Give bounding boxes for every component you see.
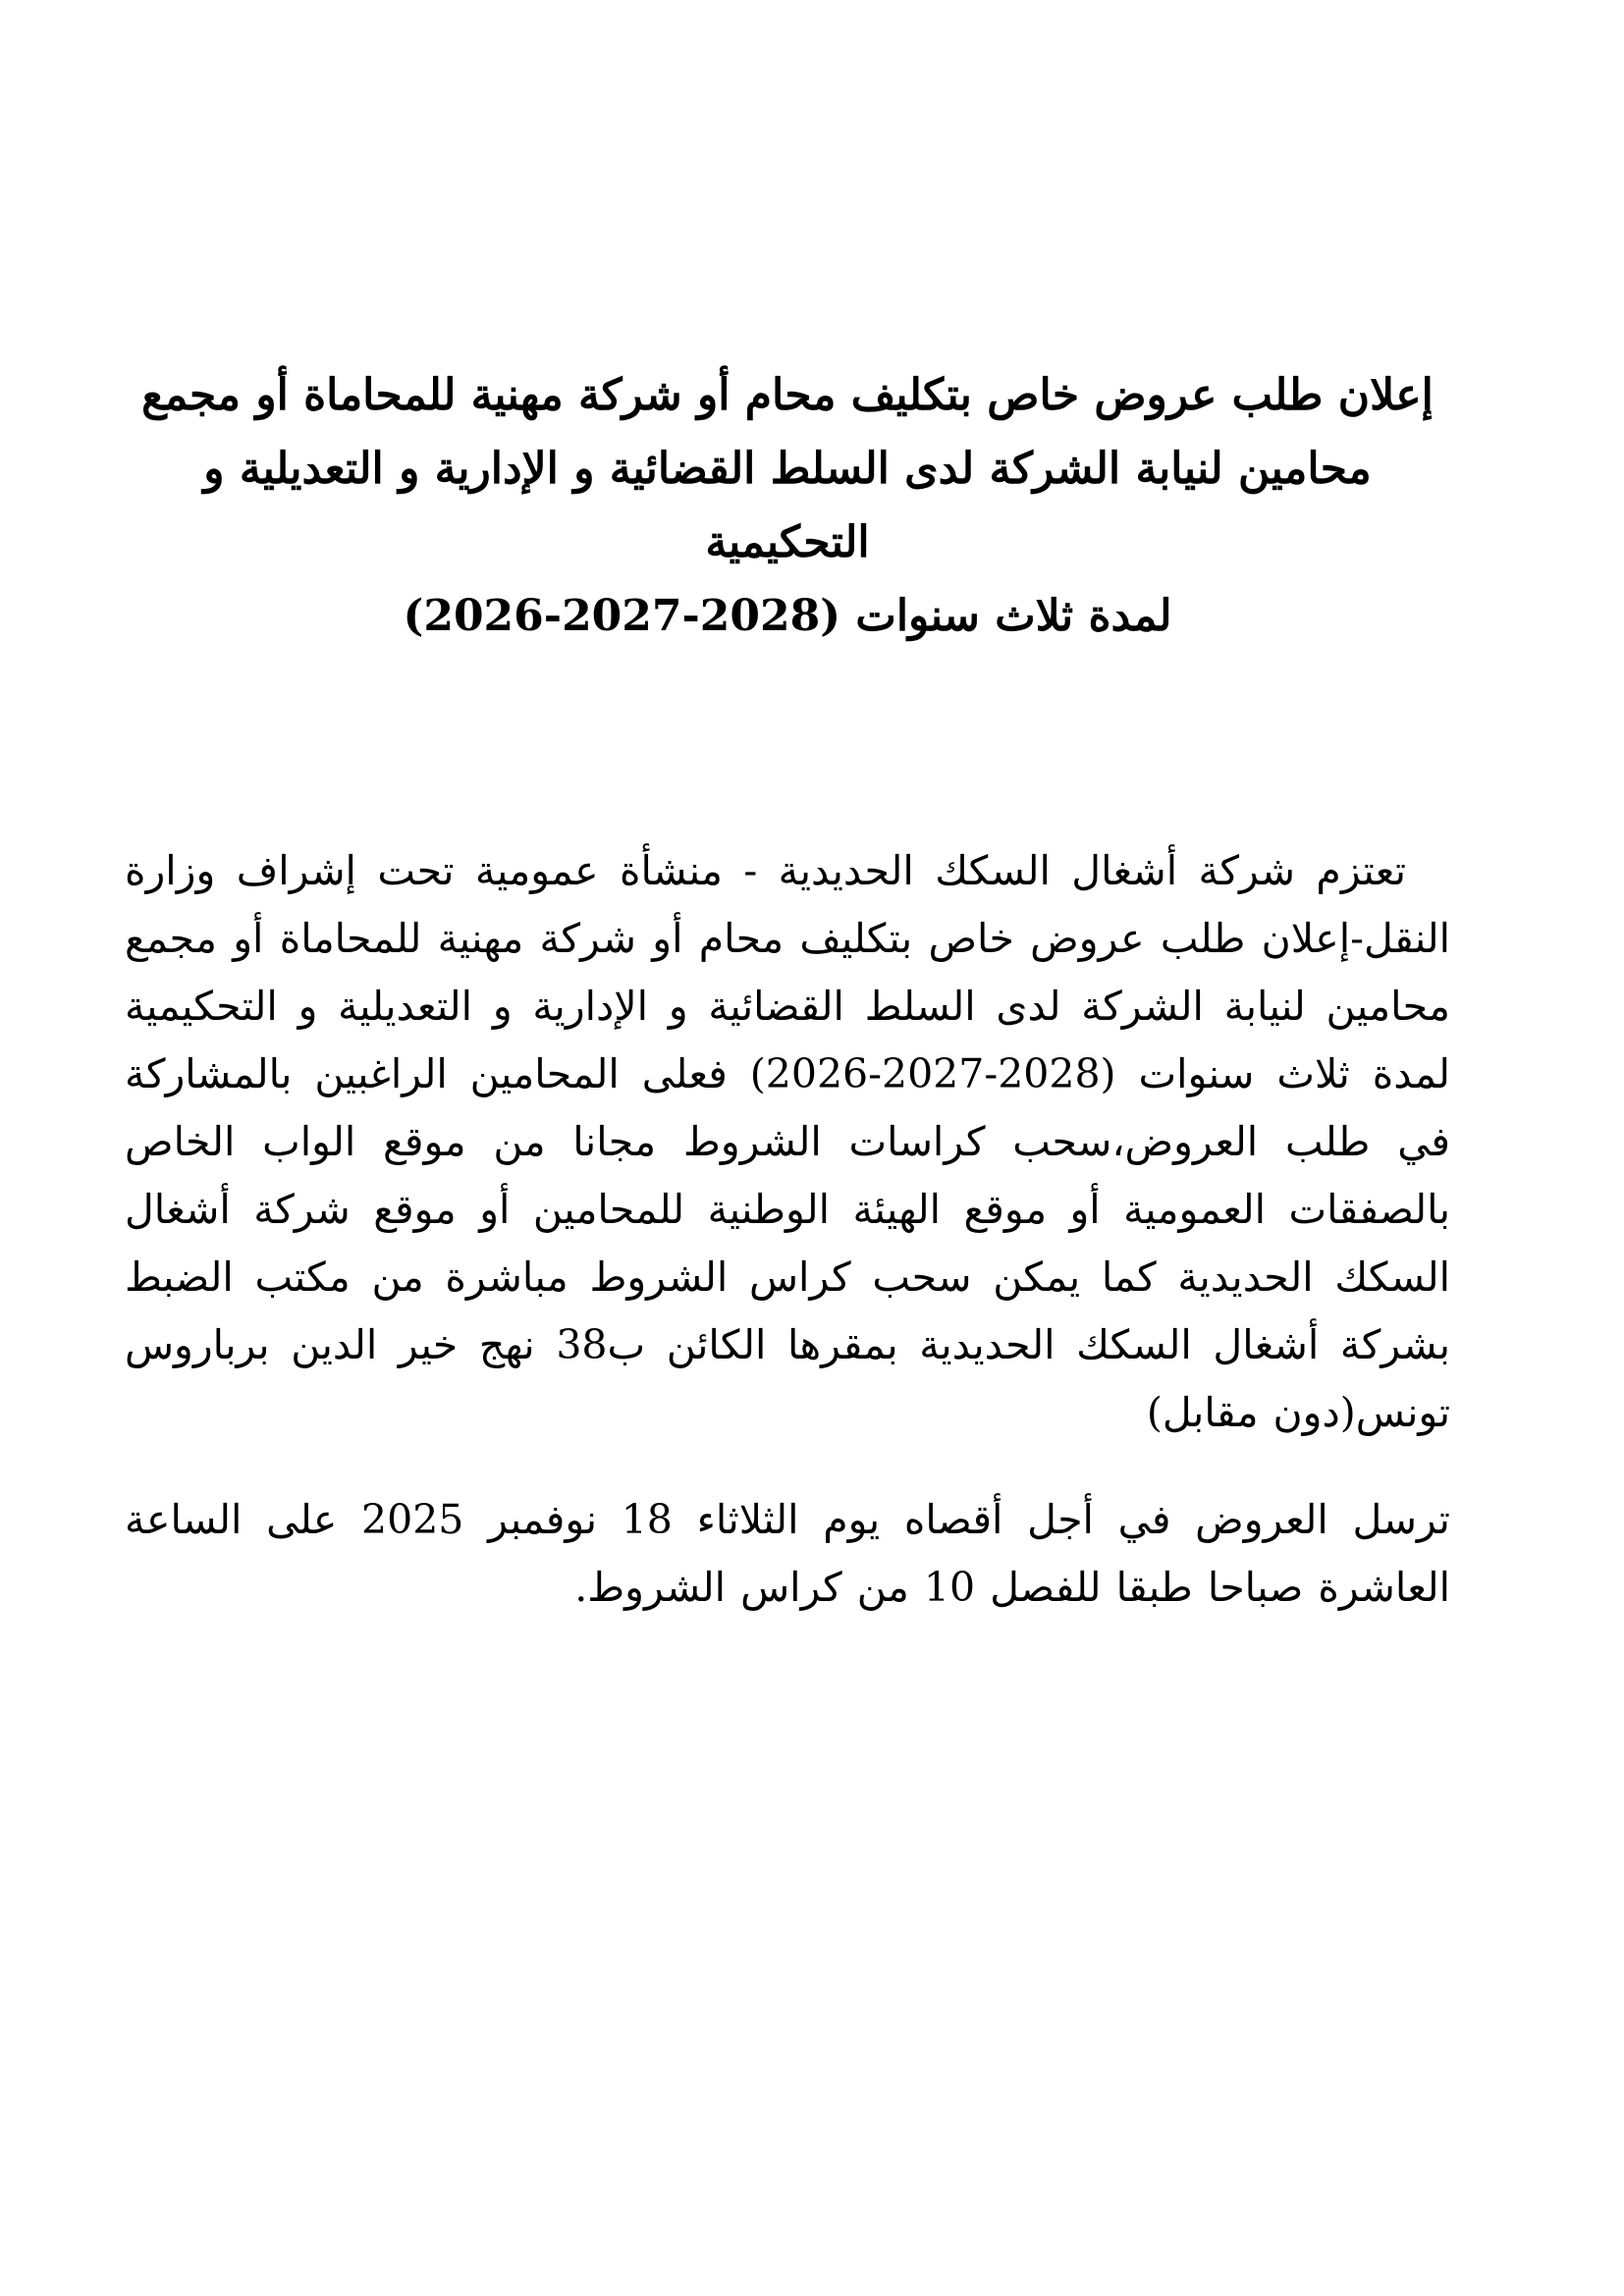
- paragraph-deadline: ترسل العروض في أجل أقصاه يوم الثلاثاء 18 نوفمبر 2025 على الساعة العاشرة صباحا طبقا للفصل 10 من كراس الشروط.: [125, 1496, 1450, 1611]
- title-line-1: إعلان طلب عروض خاص بتكليف محام أو شركة مهنية للمحاماة أو مجمع: [141, 370, 1434, 420]
- document-title: [125, 358, 1450, 653]
- title-line-2: محامين لنيابة الشركة لدى السلط القضائية و الإدارية و التعديلية و التحكيمية: [203, 444, 1372, 567]
- document-body: [125, 837, 1450, 1622]
- paragraph-announcement: تعتزم شركة أشغال السكك الحديدية - منشأة عمومية تحت إشراف وزارة النقل-إعلان طلب عروض خاص بتكليف محام أو شركة مهنية للمحاماة أو مجمع محامين لنيابة الشركة لدى السلط القضائية و الإدارية و التعديلية و التحكيمية لمدة ثلاث سنوات (2028-2027-2026) فعلى المحامين الراغبين بالمشاركة في طلب العروض،سحب كراسات الشروط مجانا من موقع الواب الخاص بالصفقات العمومية أو موقع الهيئة الوطنية للمحامين أو موقع شركة أشغال السكك الحديدية كما يمكن سحب كراس الشروط مباشرة من مكتب الضبط بشركة أشغال السكك الحديدية بمقرها الكائن ب38 نهج خير الدين برباروس تونس(دون مقابل): [125, 847, 1450, 1436]
- title-line-3: لمدة ثلاث سنوات (2028-2027-2026): [403, 591, 1172, 641]
